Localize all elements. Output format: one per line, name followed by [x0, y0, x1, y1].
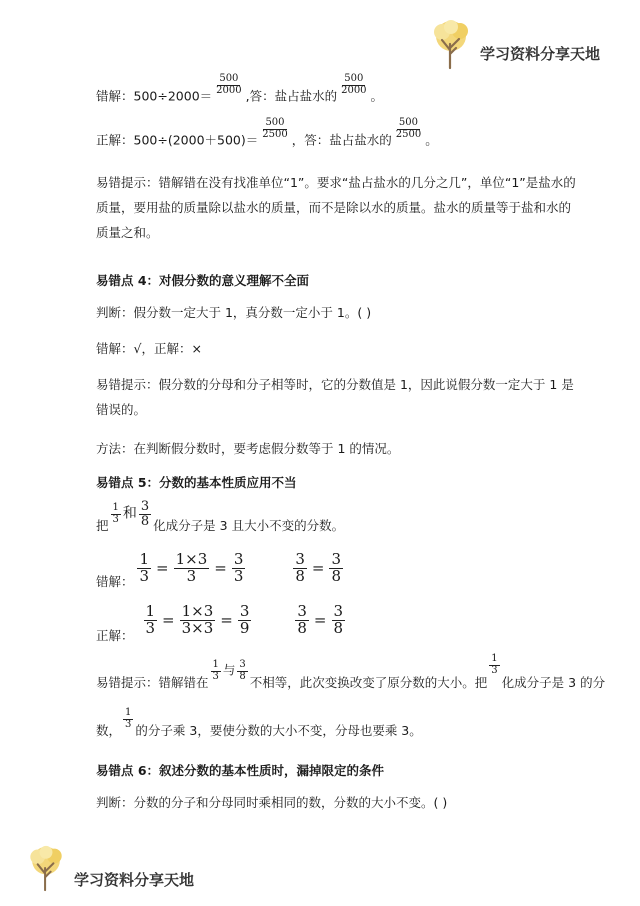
brand-name: 学习资料分享天地: [74, 870, 195, 889]
wrong-solution-5: 错解： $\frac{1}{3}$ = $\frac{1\times 3}{3}$ = $\frac{3}{3}$ $\frac{3}{8}$ = $\frac{3}{8}$: [96, 550, 342, 589]
heading-section-5: 易错点 5：分数的基本性质应用不当: [96, 475, 297, 490]
tree-logo-icon: [24, 844, 68, 892]
right-solution-prefix: 正解：500÷(2000＋500)＝: [96, 132, 259, 148]
fraction-1-3: $\frac{1}{3}$: [112, 502, 119, 525]
method-section-4: 方法：在判断假分数时，要考虑假分数等于 1 的情况。: [96, 441, 400, 456]
question-section-5: 把 $\frac{1}{3}$ 和 $\frac{3}{8}$ 化成分子是 3 且大小不变的分数。: [96, 499, 345, 533]
judge-question-6: 判断：分数的分子和分母同时乘相同的数，分数的大小不变。( ): [96, 795, 448, 810]
heading-section-4: 易错点 4：对假分数的意义理解不全面: [96, 273, 310, 288]
wrong-solution-line: 错解：500÷2000＝ $\frac{500}{2000}$ ,答：盐占盐水的 $\frac{500}{2000}$ 。: [96, 73, 384, 104]
brand-footer: [24, 844, 194, 892]
tree-logo-icon: [428, 18, 474, 70]
heading-section-6: 易错点 6：叙述分数的基本性质时，漏掉限定的条件: [96, 763, 385, 778]
tip-paragraph-1: 易错提示：错解错在没有找准单位“1”。要求“盐占盐水的几分之几”，单位“1”是盐水的质量，要用盐的质量除以盐水的质量，而不是除以水的质量。盐水的质量等于盐和水的质量之和。: [96, 175, 576, 240]
answer-section-4: 错解：√，正解：×: [96, 341, 202, 356]
brand-header: [428, 18, 600, 70]
tip-section-5-line2: 数， $\frac{1}{3}$ 的分子乘 3，要使分数的大小不变，分母也要乘 3。: [96, 707, 422, 738]
tip-section-5-line1: 易错提示：错解错在 $\frac{1}{3}$ 与 $\frac{3}{8}$ 不相等，此次变换改变了原分数的大小。把 $\frac{1}{3}$ 化成分子是 3 的分: [96, 653, 606, 690]
fraction-500-2500: $\frac{500}{2500}$: [262, 117, 288, 140]
fraction-500-2000: $\frac{500}{2000}$: [216, 73, 242, 96]
wrong-solution-prefix: 错解：500÷2000＝: [96, 88, 213, 104]
brand-name: 学习资料分享天地: [480, 44, 601, 63]
fraction-500-2000-answer: $\frac{500}{2000}$: [341, 73, 367, 96]
right-solution-line: 正解：500÷(2000＋500)＝ $\frac{500}{2500}$ ，答：盐占盐水的 $\frac{500}{2500}$ 。: [96, 117, 438, 148]
fraction-500-2500-answer: $\frac{500}{2500}$: [395, 117, 422, 140]
judge-question-4: 判断：假分数一定大于 1，真分数一定小于 1。( ): [96, 305, 372, 320]
right-solution-5: 正解： $\frac{1}{3}$ = $\frac{1\times 3}{3\times 3}$ = $\frac{3}{9}$ $\frac{3}{8}$ = $\frac{3}{8}$: [96, 602, 344, 643]
fraction-3-8: $\frac{3}{8}$: [140, 499, 150, 529]
tip-paragraph-4: 易错提示：假分数的分母和分子相等时，它的分数值是 1，因此说假分数一定大于 1 是错误的。: [96, 377, 574, 417]
